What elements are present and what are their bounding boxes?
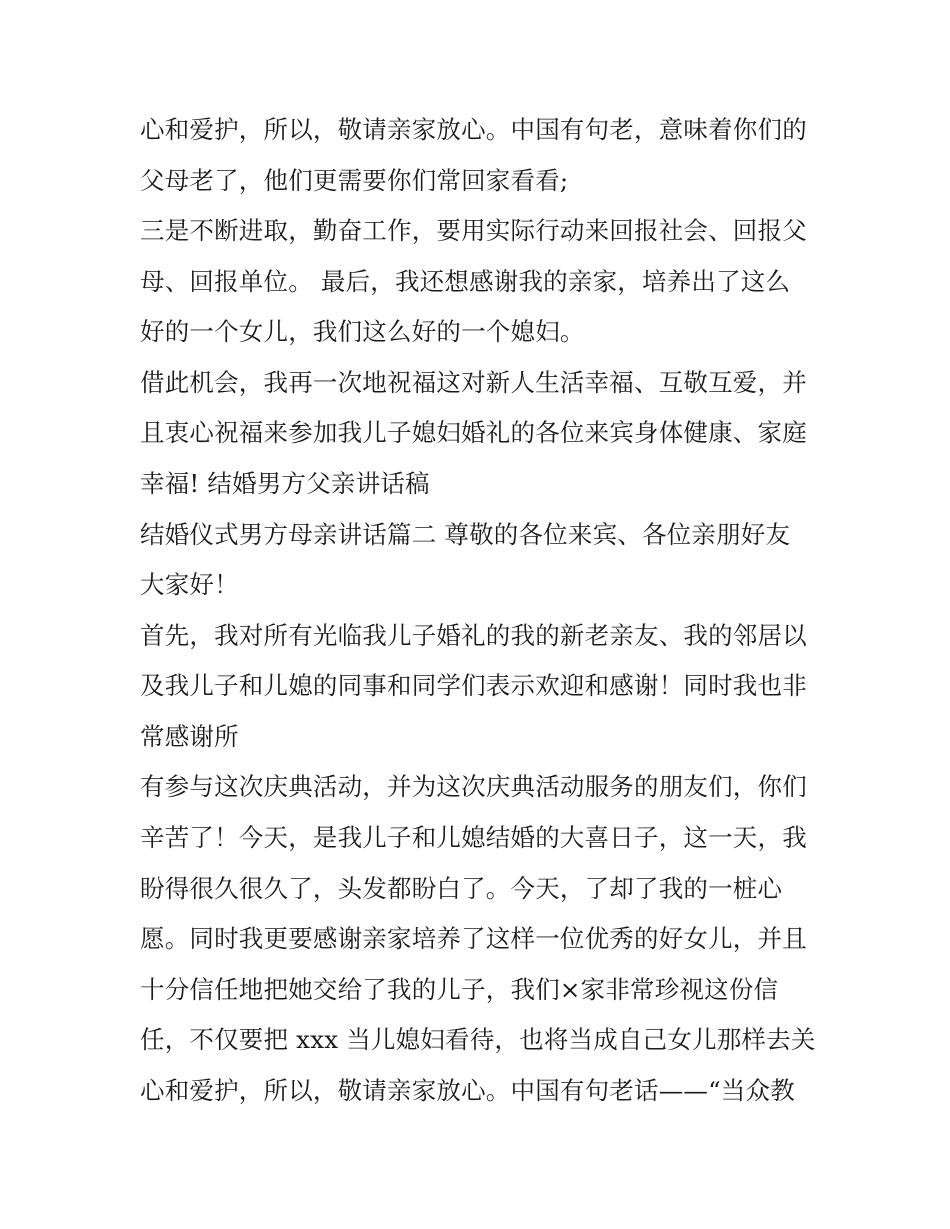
text-line: 心和爱护，所以，敬请亲家放心。中国有句老，意味着你们的 [140,115,807,144]
text-line: 借此机会，我再一次地祝福这对新人生活幸福、互敬互爱，并 [140,368,807,397]
text-line: 大家好！ [140,570,239,599]
text-line: 任，不仅要把 xxx 当儿媳妇看待，也将当成自己女儿那样去关 [140,1025,816,1054]
text-line: 母、回报单位。 最后，我还想感谢我的亲家，培养出了这么 [140,267,791,296]
text-line: 且衷心祝福来参加我儿子媳妇婚礼的各位来宾身体健康、家庭 [140,418,807,447]
text-line: 好的一个女儿，我们这么好的一个媳妇。 [140,317,585,346]
text-line: 幸福! 结婚男方父亲讲话稿 [140,469,430,498]
text-line: 父母老了，他们更需要你们常回家看看; [140,166,569,195]
text-line: 有参与这次庆典活动，并为这次庆典活动服务的朋友们，你们 [140,772,807,801]
text-line: 结婚仪式男方母亲讲话篇二 尊敬的各位来宾、各位亲朋好友 [140,520,791,549]
text-line: 十分信任地把她交给了我的儿子，我们×家非常珍视这份信 [140,975,779,1004]
text-line: 常感谢所 [140,722,239,751]
text-line: 及我儿子和儿媳的同事和同学们表示欢迎和感谢！同时我也非 [140,671,807,700]
text-line: 愿。同时我更要感谢亲家培养了这样一位优秀的好女儿，并且 [140,924,807,953]
text-line: 盼得很久很久了，头发都盼白了。今天，了却了我的一桩心 [140,874,783,903]
text-line: 心和爱护，所以，敬请亲家放心。中国有句老话——“当众教 [140,1076,795,1105]
text-line: 辛苦了！今天，是我儿子和儿媳结婚的大喜日子，这一天，我 [140,823,807,852]
text-line: 三是不断进取，勤奋工作，要用实际行动来回报社会、回报父 [140,216,807,245]
text-line: 首先，我对所有光临我儿子婚礼的我的新老亲友、我的邻居以 [140,621,807,650]
